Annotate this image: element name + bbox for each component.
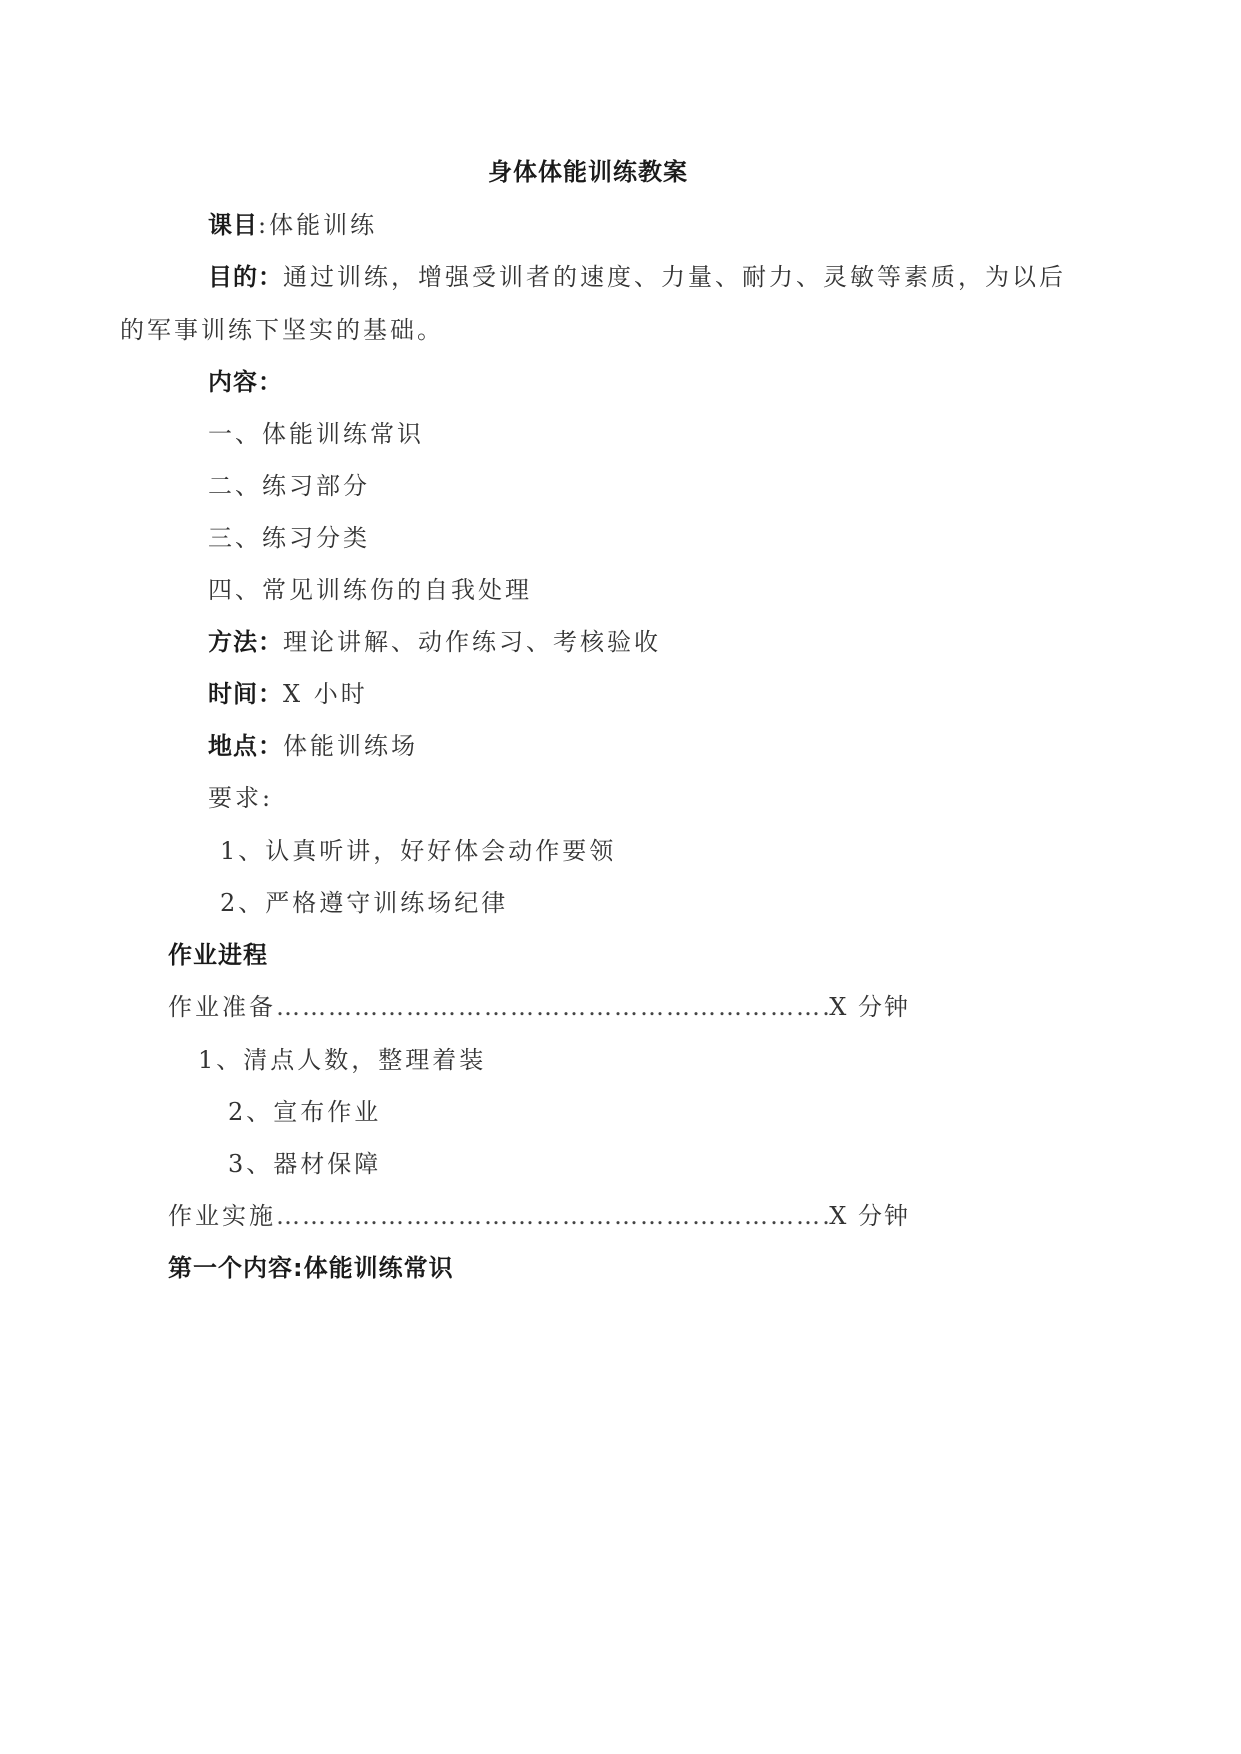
- requirement-2: 2、严格遵守训练场纪律: [220, 889, 509, 917]
- requirement-1: 1、认真听讲，好好体会动作要领: [220, 837, 617, 865]
- content-label: 内容：: [208, 368, 283, 396]
- subject-value: :体能训练: [258, 211, 378, 239]
- content-item-1: 一、体能训练常识: [208, 420, 424, 448]
- place-label: 地点：: [208, 732, 283, 760]
- impl-duration: X 分钟: [829, 1202, 910, 1230]
- subject-line: [208, 210, 377, 240]
- content-item-2: 二、练习部分: [208, 472, 370, 500]
- requirements-label: 要求:: [208, 784, 274, 812]
- purpose-line-2: 的军事训练下坚实的基础。: [120, 316, 444, 344]
- purpose-line-1: [208, 262, 1066, 292]
- prep-item-3: 3、器材保障: [228, 1150, 382, 1178]
- prep-leader-dots: [276, 992, 829, 1022]
- process-heading: 作业进程: [168, 941, 268, 969]
- subject-label: 课目: [208, 211, 258, 239]
- impl-label: 作业实施: [168, 1202, 276, 1230]
- time-value: X 小时: [283, 680, 368, 708]
- purpose-label: 目的：: [208, 263, 283, 291]
- prep-toc-line: [168, 992, 910, 1022]
- first-content-heading: 第一个内容:体能训练常识: [168, 1254, 454, 1282]
- place-value: 体能训练场: [283, 732, 418, 760]
- purpose-text-1: 通过训练，增强受训者的速度、力量、耐力、灵敏等素质，为以后: [283, 263, 1066, 291]
- content-item-3: 三、练习分类: [208, 524, 370, 552]
- time-label: 时间：: [208, 680, 283, 708]
- prep-item-2: 2、宣布作业: [228, 1098, 382, 1126]
- prep-item-1: 1、清点人数，整理着装: [198, 1046, 487, 1074]
- method-label: 方法：: [208, 628, 283, 656]
- impl-leader-dots: [276, 1201, 829, 1231]
- prep-duration: X 分钟: [829, 993, 910, 1021]
- time-line: [208, 679, 368, 709]
- method-value: 理论讲解、动作练习、考核验收: [283, 628, 661, 656]
- impl-toc-line: [168, 1201, 910, 1231]
- content-item-4: 四、常见训练伤的自我处理: [208, 576, 532, 604]
- prep-label: 作业准备: [168, 993, 276, 1021]
- place-line: [208, 731, 418, 761]
- method-line: [208, 627, 661, 657]
- document-title: 身体体能训练教案: [488, 158, 688, 186]
